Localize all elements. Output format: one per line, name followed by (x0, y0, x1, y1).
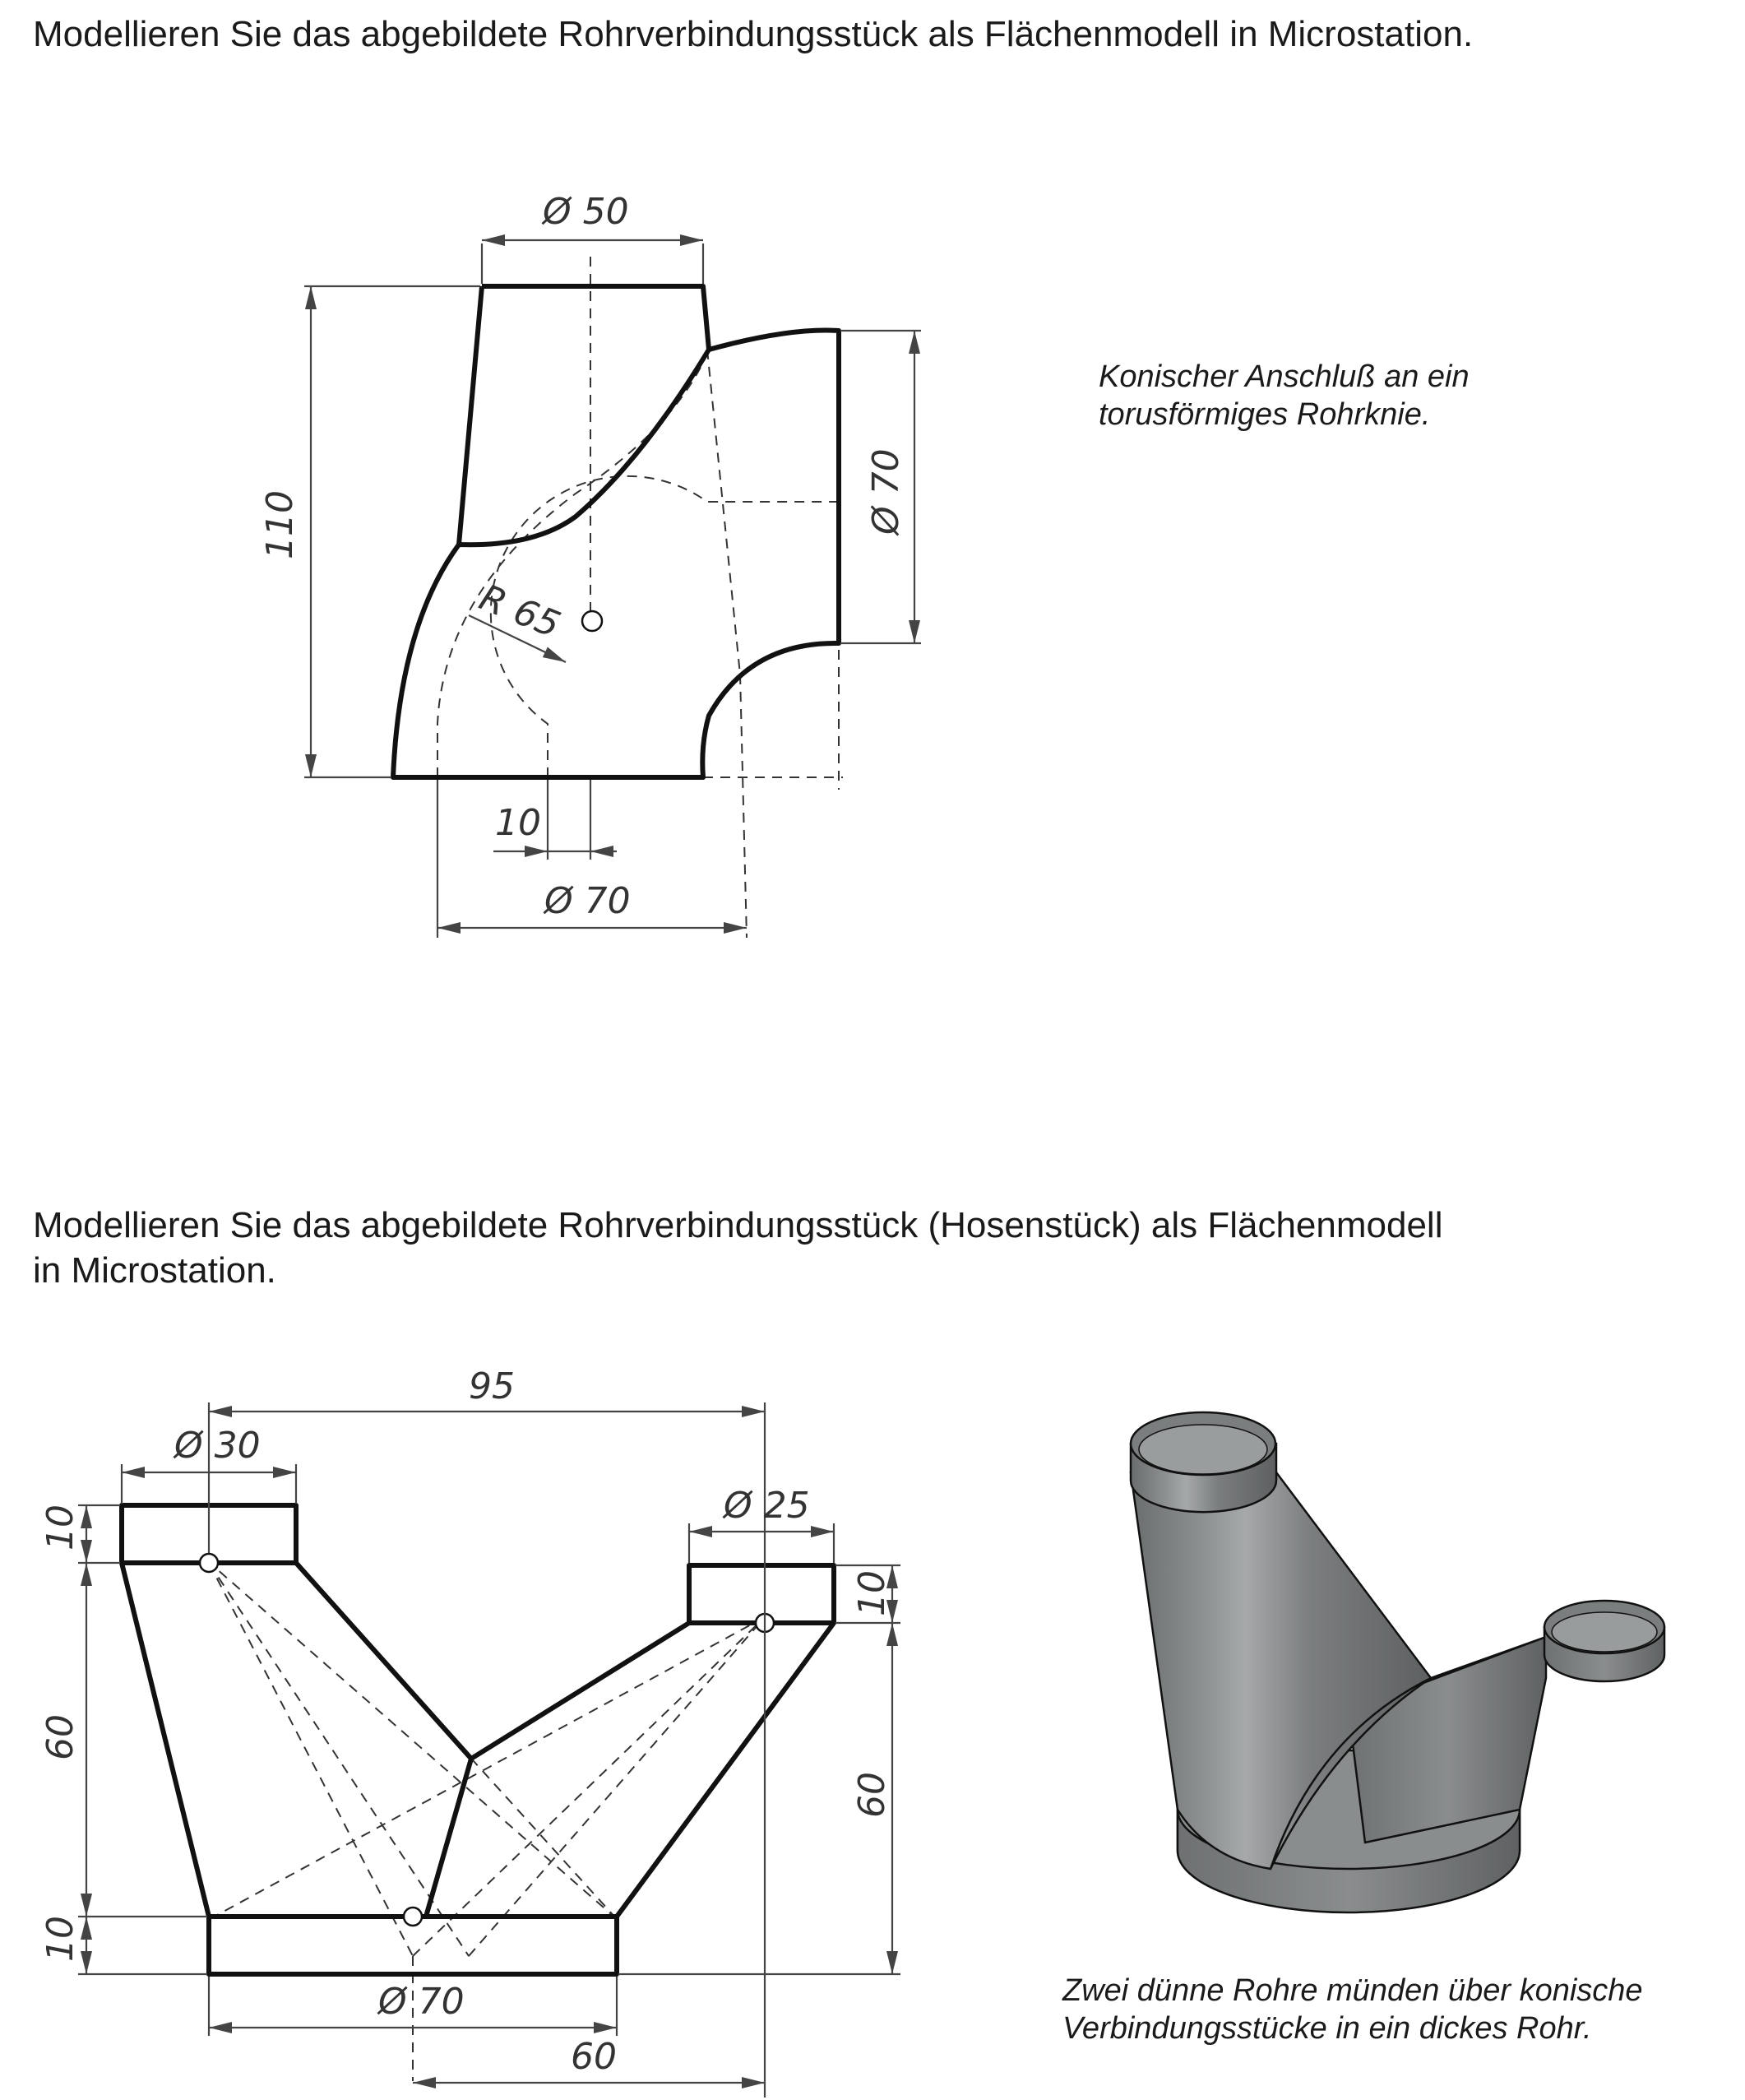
elbow-drawing (259, 191, 921, 938)
cone-outlines (122, 1563, 834, 1917)
hidden-edge-right (707, 350, 740, 675)
task-1-instruction: Modellieren Sie das abgebildete Rohrverbindungsstück als Flächenmodell in Microstation. (33, 14, 1474, 54)
center-point-left (200, 1554, 218, 1572)
dim-bottom-diameter-label: Ø 70 (378, 1981, 465, 2023)
dim-right-diameter-label: Ø 25 (724, 1485, 810, 1527)
caption-line-1: Konischer Anschluß an ein (1099, 359, 1470, 394)
torus-center-point (582, 611, 602, 631)
dim-left-height-label: 60 (39, 1714, 81, 1760)
trouser-piece-drawing (39, 1365, 900, 2098)
dim-right-height-label: 60 (851, 1772, 893, 1818)
dim-spacing-label: 95 (469, 1365, 515, 1407)
dim-right-top-height-label: 10 (851, 1570, 893, 1616)
task-2-line-2: in Microstation. (33, 1250, 276, 1291)
caption-line-2: Verbindungsstücke in ein dickes Rohr. (1062, 2011, 1592, 2046)
task-2-line-1: Modellieren Sie das abgebildete Rohrverbindungsstück (Hosenstück) als Flächenmodell (33, 1205, 1443, 1245)
trouser-piece-3d-model (1131, 1412, 1664, 1912)
dim-left-diameter-label: Ø 30 (174, 1425, 261, 1467)
dim-height-label: 110 (259, 490, 301, 559)
dim-bottom-offset-label: 60 (571, 2036, 617, 2078)
dim-left-bottom-height-label: 10 (39, 1916, 81, 1962)
dim-bottom-diameter-label: Ø 70 (544, 880, 631, 922)
dim-radius-label: R 65 (473, 576, 567, 647)
dim-left-top-height-label: 10 (39, 1504, 81, 1551)
dim-right-diameter-label: Ø 70 (865, 448, 907, 535)
dim-offset-label: 10 (495, 802, 541, 844)
dim-top-diameter-label: Ø 50 (543, 191, 629, 233)
caption-line-1: Zwei dünne Rohre münden über konische (1062, 1973, 1643, 2008)
hidden-edge-lower (740, 675, 747, 938)
elbow-outline (393, 286, 839, 777)
center-point-bottom (404, 1908, 422, 1926)
caption-line-2: torusförmiges Rohrknie. (1099, 397, 1431, 432)
hidden-lines (209, 1563, 765, 1956)
